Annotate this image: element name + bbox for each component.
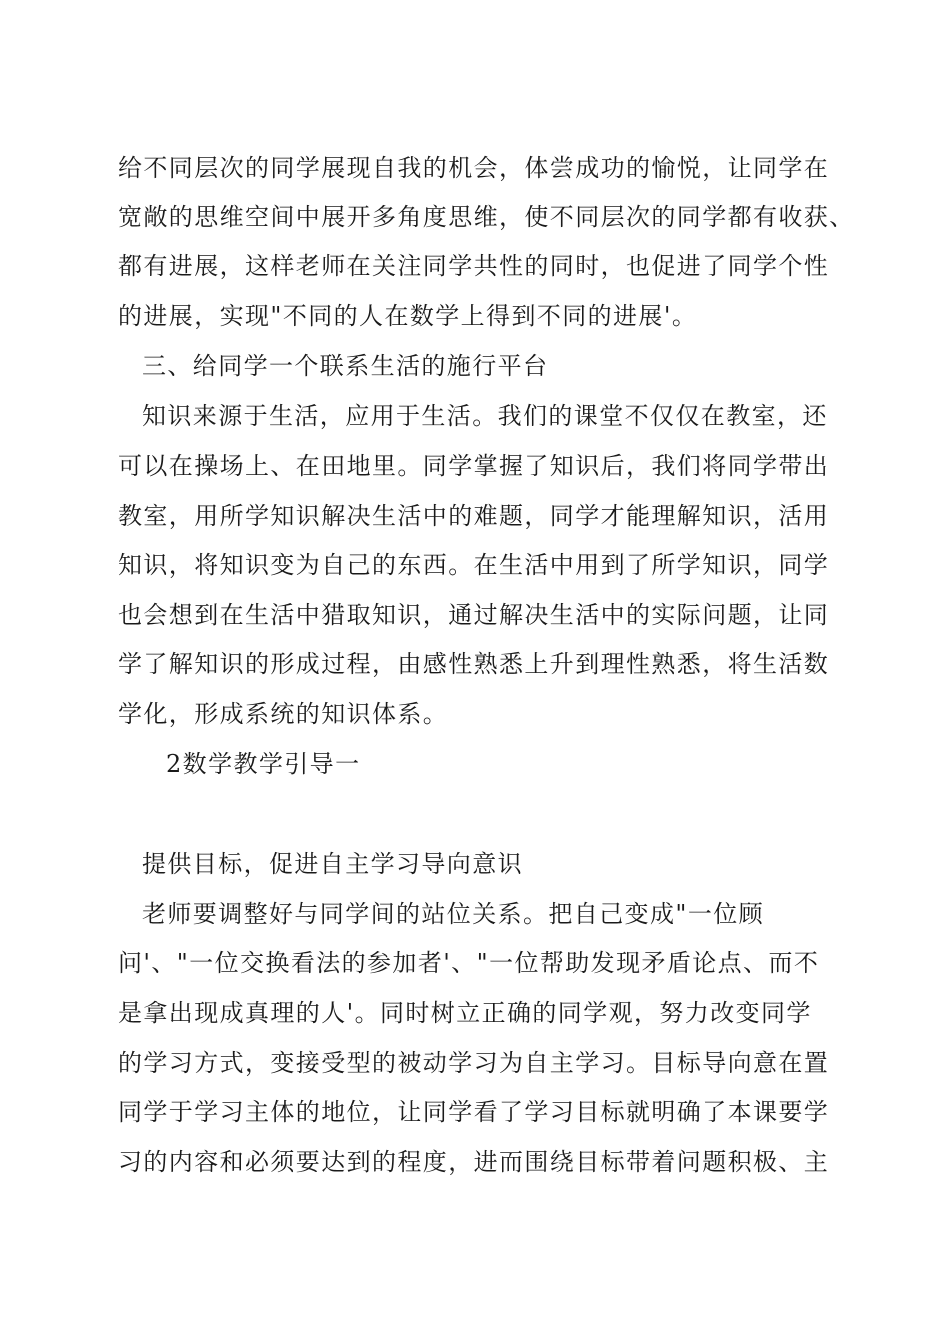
paragraph-line: 是拿出现成真理的人'。同时树立正确的同学观，努力改变同学 <box>118 999 812 1027</box>
subsection-heading: 提供目标，促进自主学习导向意识 <box>142 850 523 878</box>
paragraph-line: 的进展，实现"不同的人在数学上得到不同的进展'。 <box>118 302 698 330</box>
paragraph-line: 习的内容和必须要达到的程度，进而围绕目标带着问题积极、主 <box>118 1148 830 1176</box>
paragraph-line: 知识来源于生活，应用于生活。我们的课堂不仅仅在教室，还 <box>142 402 828 430</box>
paragraph-line: 同学于学习主体的地位，让同学看了学习目标就明确了本课要学 <box>118 1098 830 1126</box>
section-heading: 三、给同学一个联系生活的施行平台 <box>142 352 549 380</box>
paragraph-line: 都有进展，这样老师在关注同学共性的同时，也促进了同学个性 <box>118 252 830 280</box>
paragraph-line: 问'、"一位交换看法的参加者'、"一位帮助发现矛盾论点、而不 <box>118 949 820 977</box>
paragraph-line: 学了解知识的形成过程，由感性熟悉上升到理性熟悉，将生活数 <box>118 650 830 678</box>
paragraph-line: 教室，用所学知识解决生活中的难题，同学才能理解知识，活用 <box>118 502 830 530</box>
paragraph-line: 的学习方式，变接受型的被动学习为自主学习。目标导向意在置 <box>118 1049 830 1077</box>
paragraph-line: 老师要调整好与同学间的站位关系。把自己变成"一位顾 <box>142 900 765 928</box>
paragraph-line: 知识，将知识变为自己的东西。在生活中用到了所学知识，同学 <box>118 551 830 579</box>
paragraph-line: 学化，形成系统的知识体系。 <box>118 700 449 728</box>
paragraph-line: 给不同层次的同学展现自我的机会，体尝成功的愉悦，让同学在 <box>118 154 830 182</box>
section-title: 2数学教学引导一 <box>166 750 361 778</box>
paragraph-line: 可以在操场上、在田地里。同学掌握了知识后，我们将同学带出 <box>118 452 830 480</box>
paragraph-line: 宽敞的思维空间中展开多角度思维，使不同层次的同学都有收获、 <box>118 203 855 231</box>
paragraph-line: 也会想到在生活中猎取知识，通过解决生活中的实际问题，让同 <box>118 601 830 629</box>
